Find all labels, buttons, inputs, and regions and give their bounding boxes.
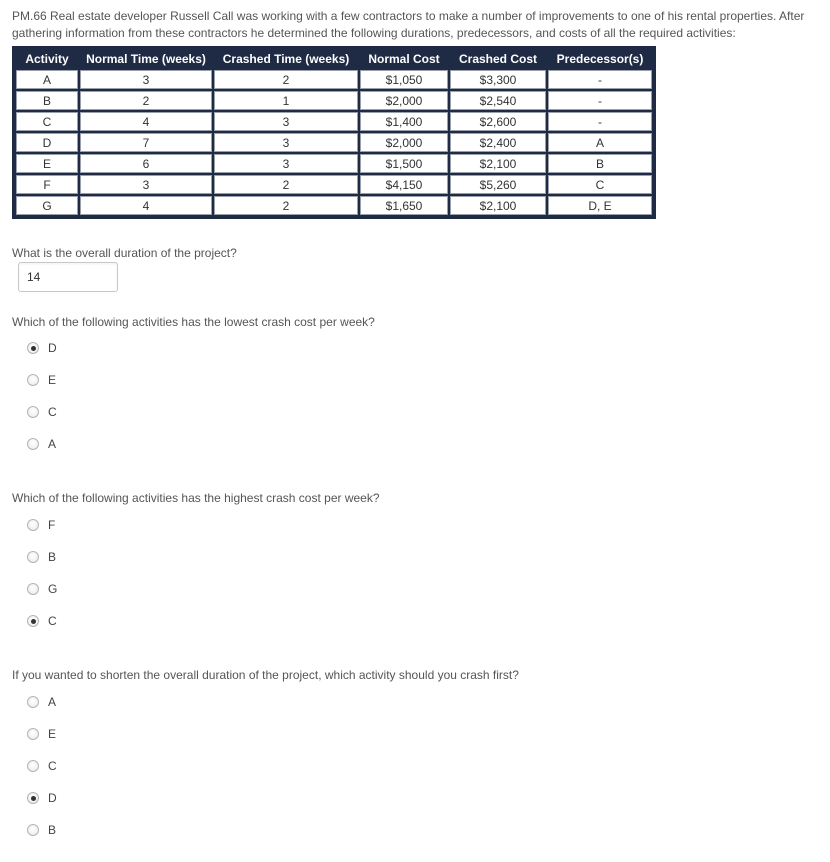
table-cell: D, E xyxy=(548,196,652,215)
activity-table xyxy=(14,48,654,217)
table-cell: 2 xyxy=(80,91,212,110)
radio-button[interactable] xyxy=(27,374,39,386)
table-cell: E xyxy=(16,154,78,173)
question-crash-first: If you wanted to shorten the overall duration of the project, which activity should you crash first? xyxy=(12,668,519,682)
radio-button[interactable] xyxy=(27,792,39,804)
radio-button[interactable] xyxy=(27,824,39,836)
highest-crash-cost-option[interactable] xyxy=(27,550,56,564)
problem-intro: PM.66 Real estate developer Russell Call was working with a few contractors to make a number of improvements to one of his rental properties. After gathering information from these contractors he determined the following durations, predecessors, and costs of all the required activities: xyxy=(12,9,805,40)
option-label: G xyxy=(48,582,58,596)
table-cell: $2,600 xyxy=(450,112,546,131)
option-label: A xyxy=(48,695,57,709)
highest-crash-cost-option[interactable] xyxy=(27,614,57,628)
question-highest-crash-cost: Which of the following activities has the highest crash cost per week? xyxy=(12,491,380,505)
table-cell: $2,540 xyxy=(450,91,546,110)
table-cell: 2 xyxy=(214,70,358,89)
table-cell: 7 xyxy=(80,133,212,152)
table-cell: B xyxy=(16,91,78,110)
table-cell: $2,100 xyxy=(450,196,546,215)
table-cell: 2 xyxy=(214,175,358,194)
radio-button[interactable] xyxy=(27,760,39,772)
radio-button[interactable] xyxy=(27,583,39,595)
option-label: E xyxy=(48,727,57,741)
table-cell: $1,050 xyxy=(360,70,448,89)
duration-answer-input[interactable] xyxy=(18,262,118,292)
table-cell: F xyxy=(16,175,78,194)
radio-button[interactable] xyxy=(27,696,39,708)
table-cell: 3 xyxy=(80,175,212,194)
table-header-row xyxy=(16,50,652,68)
table-cell: 6 xyxy=(80,154,212,173)
table-cell: C xyxy=(548,175,652,194)
lowest-crash-cost-option[interactable] xyxy=(27,373,56,387)
table-row xyxy=(16,70,652,89)
radio-button[interactable] xyxy=(27,438,39,450)
lowest-crash-cost-option[interactable] xyxy=(27,405,57,419)
table-cell: $1,650 xyxy=(360,196,448,215)
table-cell: - xyxy=(548,70,652,89)
option-label: F xyxy=(48,518,56,532)
table-cell: $1,400 xyxy=(360,112,448,131)
table-cell: C xyxy=(16,112,78,131)
crash-first-option[interactable] xyxy=(27,727,56,741)
radio-button[interactable] xyxy=(27,406,39,418)
column-header: Activity xyxy=(16,50,78,68)
activity-table-container xyxy=(12,46,656,219)
table-cell: $3,300 xyxy=(450,70,546,89)
option-label: B xyxy=(48,823,57,837)
table-cell: A xyxy=(548,133,652,152)
highest-crash-cost-option[interactable] xyxy=(27,582,57,596)
radio-button[interactable] xyxy=(27,728,39,740)
table-cell: 2 xyxy=(214,196,358,215)
crash-first-option[interactable] xyxy=(27,823,56,837)
table-cell: D xyxy=(16,133,78,152)
table-cell: 3 xyxy=(214,112,358,131)
table-cell: 3 xyxy=(214,133,358,152)
table-cell: $4,150 xyxy=(360,175,448,194)
table-row xyxy=(16,91,652,110)
option-label: D xyxy=(48,791,57,805)
radio-button[interactable] xyxy=(27,615,39,627)
table-cell: - xyxy=(548,112,652,131)
option-label: C xyxy=(48,405,57,419)
option-label: C xyxy=(48,759,57,773)
table-cell: $5,260 xyxy=(450,175,546,194)
table-cell: 1 xyxy=(214,91,358,110)
question-duration: What is the overall duration of the project? xyxy=(12,246,237,260)
option-label: D xyxy=(48,341,57,355)
option-label: C xyxy=(48,614,57,628)
table-cell: $1,500 xyxy=(360,154,448,173)
table-cell: 4 xyxy=(80,112,212,131)
table-cell: $2,000 xyxy=(360,133,448,152)
table-cell: A xyxy=(16,70,78,89)
table-row xyxy=(16,154,652,173)
option-label: B xyxy=(48,550,57,564)
table-cell: $2,000 xyxy=(360,91,448,110)
lowest-crash-cost-option[interactable] xyxy=(27,437,56,451)
crash-first-option[interactable] xyxy=(27,791,57,805)
duration-answer-value: 14 xyxy=(27,270,41,284)
radio-button[interactable] xyxy=(27,342,39,354)
column-header: Crashed Time (weeks) xyxy=(214,50,358,68)
radio-button[interactable] xyxy=(27,519,39,531)
table-cell: 3 xyxy=(80,70,212,89)
table-row xyxy=(16,196,652,215)
column-header: Normal Cost xyxy=(360,50,448,68)
table-row xyxy=(16,175,652,194)
lowest-crash-cost-option[interactable] xyxy=(27,341,57,355)
table-cell: $2,400 xyxy=(450,133,546,152)
highest-crash-cost-option[interactable] xyxy=(27,518,55,532)
table-row xyxy=(16,112,652,131)
radio-button[interactable] xyxy=(27,551,39,563)
crash-first-option[interactable] xyxy=(27,695,56,709)
table-cell: G xyxy=(16,196,78,215)
table-cell: B xyxy=(548,154,652,173)
column-header: Crashed Cost xyxy=(450,50,546,68)
table-cell: - xyxy=(548,91,652,110)
column-header: Normal Time (weeks) xyxy=(80,50,212,68)
table-cell: $2,100 xyxy=(450,154,546,173)
crash-first-option[interactable] xyxy=(27,759,57,773)
column-header: Predecessor(s) xyxy=(548,50,652,68)
table-cell: 4 xyxy=(80,196,212,215)
table-cell: 3 xyxy=(214,154,358,173)
question-lowest-crash-cost: Which of the following activities has the lowest crash cost per week? xyxy=(12,315,375,329)
table-row xyxy=(16,133,652,152)
option-label: E xyxy=(48,373,57,387)
option-label: A xyxy=(48,437,57,451)
